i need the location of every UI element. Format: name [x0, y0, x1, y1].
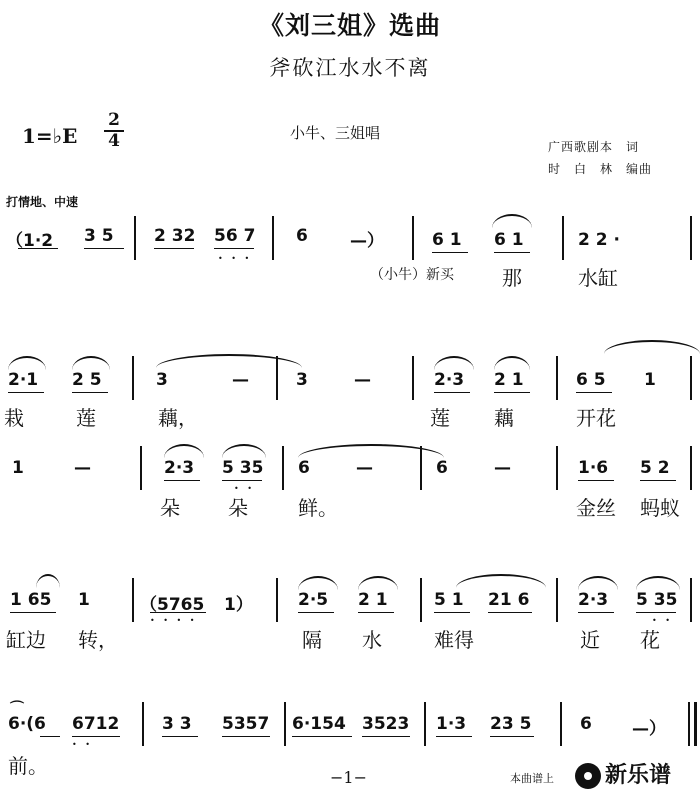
lyric: 近 [580, 628, 600, 652]
lyric: 鲜。 [298, 496, 338, 520]
note-group: — [494, 458, 511, 478]
score-line-3: 1 — 2·3 5 35 6 — 6 — 1·6 5 2 • • 朵 朵 鲜。 金丝 蚂蚁 [0, 430, 700, 550]
note-group: 2·3 [164, 458, 195, 478]
note-group: 1 65 [10, 590, 52, 610]
note-group: （5765 [140, 595, 205, 615]
song-title: 《刘三姐》选曲 [258, 11, 441, 40]
score-line-5: ⌒ 6·(6 6712 3 3 5357 6·154 3523 1·3 23 5 6 —） • • 前。 [0, 688, 700, 808]
note-group: 3 [156, 370, 168, 390]
note-group: 1 [12, 458, 24, 478]
note-group: 6 1 [494, 230, 524, 250]
note-group: 2 1 [494, 370, 524, 390]
site-logo [575, 758, 671, 789]
song-subtitle: 斧砍江水水不离 [269, 56, 431, 80]
note-group: 23 5 [490, 714, 532, 734]
time-top: 2 [108, 110, 120, 130]
note-group: 2·5 [298, 590, 329, 610]
lyric: 朵 [228, 496, 248, 520]
lyric: 金丝 [576, 496, 616, 520]
lyric: 那 [502, 266, 522, 290]
note-group: 6 [436, 458, 448, 478]
fermata-icon: ⌒ [10, 701, 24, 717]
note-group: 5 2 [640, 458, 670, 478]
music-disc-icon [575, 763, 601, 789]
note-group: 2 2 · [578, 230, 620, 250]
lyric: 水 [362, 628, 382, 652]
source-note: 本曲谱上 [510, 772, 554, 785]
note-group: 1 [78, 590, 90, 610]
note-group: 6712 [72, 714, 120, 734]
note-group: 2 5 [72, 370, 102, 390]
note-group: （1·2 [6, 231, 54, 251]
lyric: 花 [640, 628, 660, 652]
note-group: 6 [580, 714, 592, 734]
page-number: −1− [330, 768, 367, 787]
note-group: —） [350, 231, 384, 251]
lyric: 莲 [430, 406, 450, 430]
note-group: 1·6 [578, 458, 609, 478]
time-bottom: 4 [108, 131, 120, 151]
note-group: 2·1 [8, 370, 39, 390]
note-group: 2·3 [434, 370, 465, 390]
note-group: 2 1 [358, 590, 388, 610]
note-group: —） [632, 719, 666, 739]
note-group: 3 5 [84, 226, 114, 246]
lyric: （小牛）新买 [370, 267, 454, 283]
lyric: 朵 [160, 496, 180, 520]
note-group: 21 6 [488, 590, 530, 610]
note-group: 1 [644, 370, 656, 390]
key-signature: 1=♭E [22, 124, 78, 148]
note-group: 5357 [222, 714, 270, 734]
note-group: — [74, 458, 91, 478]
note-group: 2·3 [578, 590, 609, 610]
note-group: 6 5 [576, 370, 606, 390]
note-group: 3 3 [162, 714, 192, 734]
tempo-marking: 打情地、中速 [6, 195, 79, 209]
note-group: 1） [224, 595, 253, 615]
lyric: 难得 [434, 628, 474, 652]
note-group: 3523 [362, 714, 410, 734]
note-group: 6·154 [292, 714, 346, 734]
score-line-4: 1 65 1 （5765 1） 2·5 2 1 5 1 21 6 2·3 5 35 • • • • • • 缸边 转， 隔 水 难得 近 花 [0, 562, 700, 682]
note-group: 56 7 [214, 226, 256, 246]
lyric: 转， [78, 628, 118, 652]
lyric: 藕 [494, 406, 514, 430]
lyric: 水缸 [578, 266, 618, 290]
lyric: 隔 [302, 628, 322, 652]
note-group: 6 [298, 458, 310, 478]
note-group: — [356, 458, 373, 478]
note-group: 1·3 [436, 714, 467, 734]
lyric: 开花 [576, 406, 616, 430]
note-group: — [232, 370, 249, 390]
note-group: 2 32 [154, 226, 196, 246]
note-group: 5 1 [434, 590, 464, 610]
time-signature [104, 112, 124, 150]
logo-text: 新乐谱 [605, 763, 672, 788]
note-group: 5 35 [222, 458, 264, 478]
note-group: 6 1 [432, 230, 462, 250]
music-credit: 时 白 林 编曲 [548, 162, 653, 176]
note-group: 6 [296, 226, 308, 246]
note-group: 6·(6 [8, 714, 46, 734]
note-group: 3 [296, 370, 308, 390]
lyric: 栽 [4, 406, 24, 430]
lyric: 缸边 [6, 628, 46, 652]
lyric: 藕， [158, 406, 198, 430]
lyric: 前。 [8, 754, 48, 778]
lyrics-credit: 广西歌剧本 词 [548, 140, 640, 154]
lyric: 莲 [76, 406, 96, 430]
score-line-1: （1·2 3 5 2 32 56 7 6 —） 6 1 6 1 2 2 · • • • （小牛）新买 那 水缸 [0, 200, 700, 320]
singer-label: 小牛、三姐唱 [290, 124, 381, 142]
note-group: — [354, 370, 371, 390]
lyric: 蚂蚁 [640, 496, 680, 520]
note-group: 5 35 [636, 590, 678, 610]
